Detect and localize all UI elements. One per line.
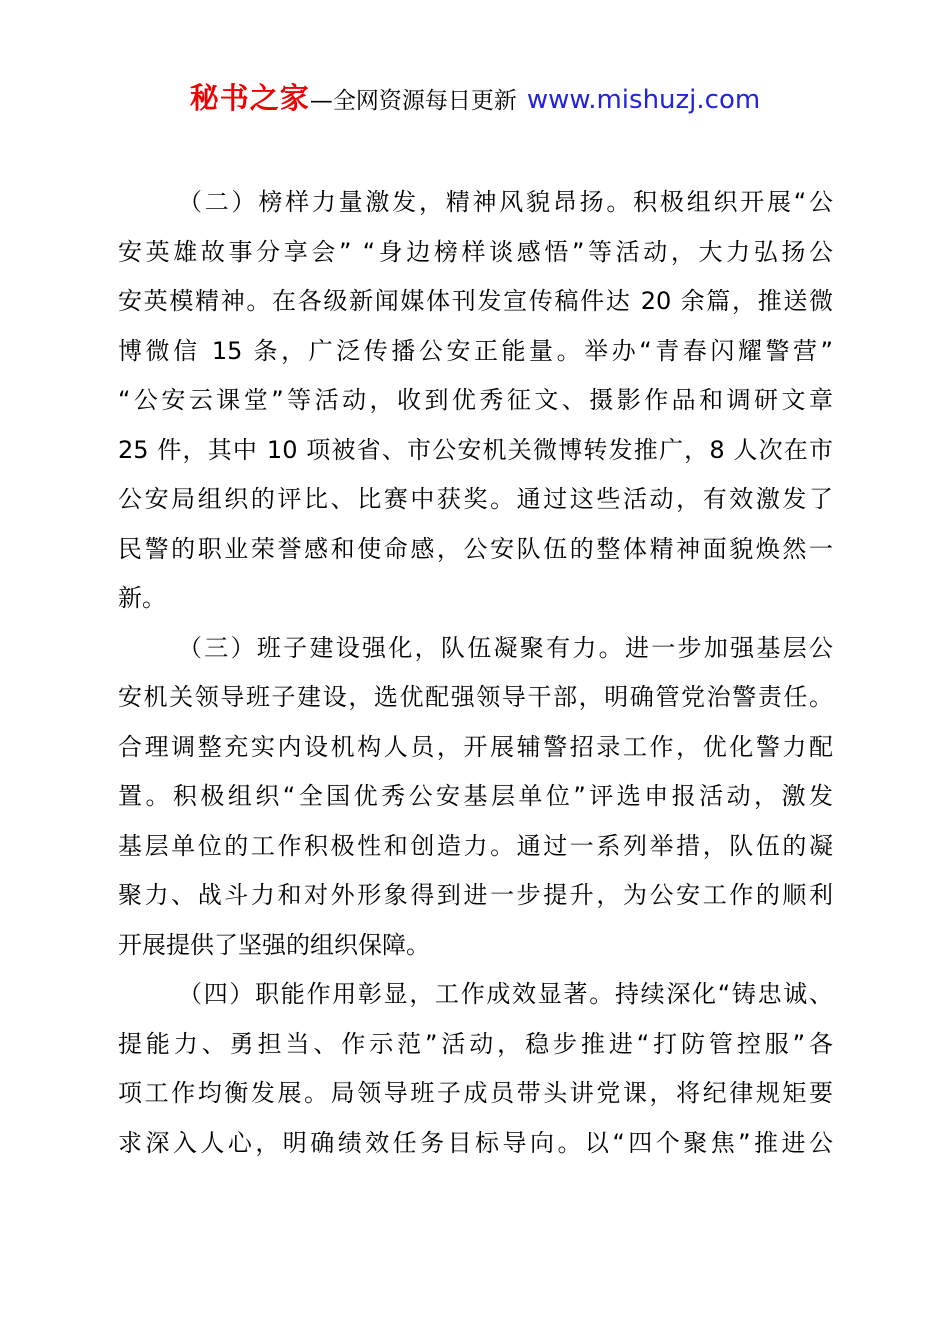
paragraph — [118, 178, 833, 624]
text-line: “公安云课堂”等活动，收到优秀征文、摄影作品和调研文章 — [118, 386, 833, 414]
site-brand: 秘书之家 — [189, 81, 310, 115]
text-line: 安英雄故事分享会” “身边榜样谈感悟”等活动，大力弘扬公 — [118, 237, 833, 266]
text-line: 25 件，其中 10 项被省、市公安机关微博转发推广，8 人次在市 — [118, 435, 833, 464]
site-url-link[interactable]: www.mishuzj.com — [526, 85, 761, 115]
text-line: 置。积极组织“全国优秀公安基层单位”评选申报活动，激发 — [118, 782, 833, 810]
text-line: （四）职能作用彰显，工作成效显著。持续深化“铸忠诚、 — [178, 980, 833, 1008]
text-line: 基层单位的工作积极性和创造力。通过一系列举措，队伍的凝 — [118, 831, 833, 860]
text-line: 求深入人心，明确绩效任务目标导向。以“四个聚焦”推进公 — [118, 1128, 833, 1157]
text-line: 公安局组织的评比、比赛中获奖。通过这些活动，有效激发了 — [118, 485, 833, 513]
paragraph — [118, 624, 833, 971]
text-line: 合理调整充实内设机构人员，开展辅警招录工作，优化警力配 — [118, 732, 833, 761]
text-line: 博微信 15 条，广泛传播公安正能量。举办“青春闪耀警营” — [118, 336, 833, 365]
site-tagline: —全网资源每日更新 — [309, 88, 517, 114]
text-line: 项工作均衡发展。局领导班子成员带头讲党课，将纪律规矩要 — [118, 1079, 833, 1107]
site-header — [0, 78, 950, 123]
document-body — [118, 178, 833, 1168]
text-line: （二）榜样力量激发，精神风貌昂扬。积极组织开展“公 — [178, 188, 833, 216]
text-line: 安机关领导班子建设，选优配强领导干部，明确管党治警责任。 — [118, 683, 833, 711]
text-line: 新。 — [118, 584, 166, 612]
text-line: 开展提供了坚强的组织保障。 — [118, 930, 430, 959]
text-line: 提能力、勇担当、作示范”活动，稳步推进“打防管控服”各 — [118, 1029, 833, 1058]
text-line: 安英模精神。在各级新闻媒体刊发宣传稿件达 20 余篇，推送微 — [118, 287, 833, 315]
text-line: （三）班子建设强化，队伍凝聚有力。进一步加强基层公 — [178, 633, 833, 662]
text-line: 民警的职业荣誉感和使命感，公安队伍的整体精神面貌焕然一 — [118, 534, 833, 563]
paragraph — [118, 970, 833, 1168]
text-line: 聚力、战斗力和对外形象得到进一步提升，为公安工作的顺利 — [118, 881, 833, 909]
